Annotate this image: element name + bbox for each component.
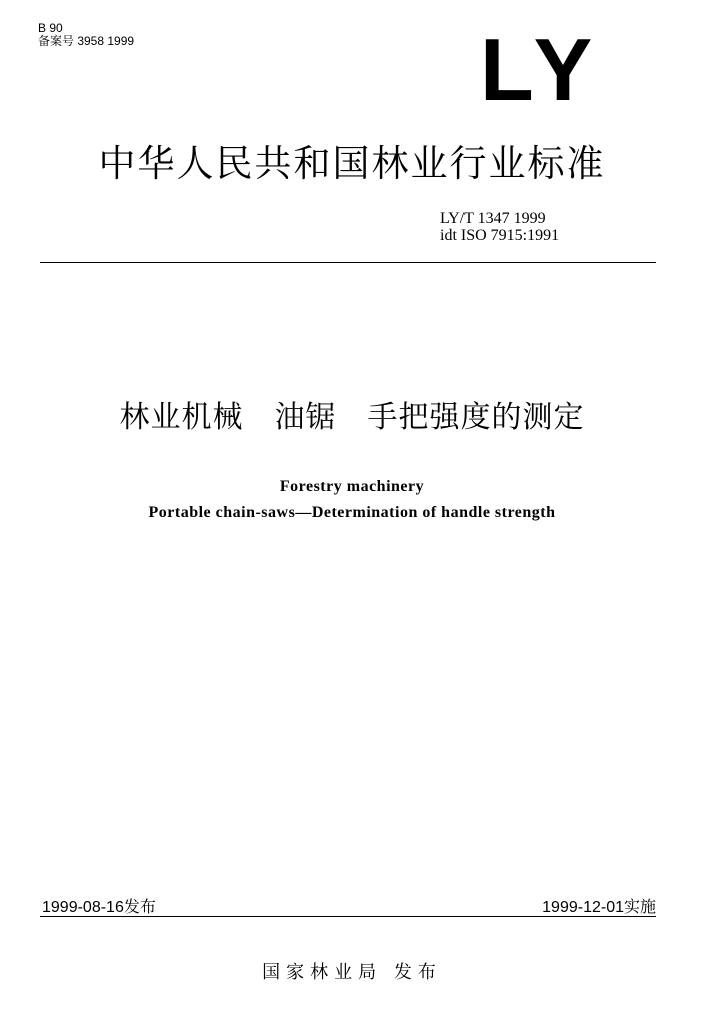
standard-codes bbox=[440, 210, 559, 244]
ly-logo: LY bbox=[480, 20, 601, 119]
footer-divider bbox=[40, 916, 656, 917]
classification-code: B 90 bbox=[38, 21, 63, 35]
publisher: 国家林业局 发布 bbox=[262, 962, 442, 983]
standard-title: 中华人民共和国林业行业标准 bbox=[98, 142, 606, 185]
header-meta bbox=[38, 22, 134, 48]
standard-number: LY/T 1347 1999 bbox=[440, 210, 546, 227]
document-title-en bbox=[0, 474, 704, 526]
header-divider bbox=[40, 262, 656, 263]
filing-number: 备案号 3958 1999 bbox=[38, 34, 135, 48]
document-title-cn: 林业机械 油锯 手把强度的测定 bbox=[119, 400, 585, 435]
document-title-en-line2: Portable chain-saws—Determination of handle strength bbox=[148, 504, 556, 521]
issue-date: 1999-08-16发布 bbox=[42, 899, 156, 916]
effective-date: 1999-12-01实施 bbox=[542, 899, 656, 916]
idt-reference: idt ISO 7915:1991 bbox=[440, 227, 560, 244]
document-title-en-line1: Forestry machinery bbox=[279, 478, 425, 495]
